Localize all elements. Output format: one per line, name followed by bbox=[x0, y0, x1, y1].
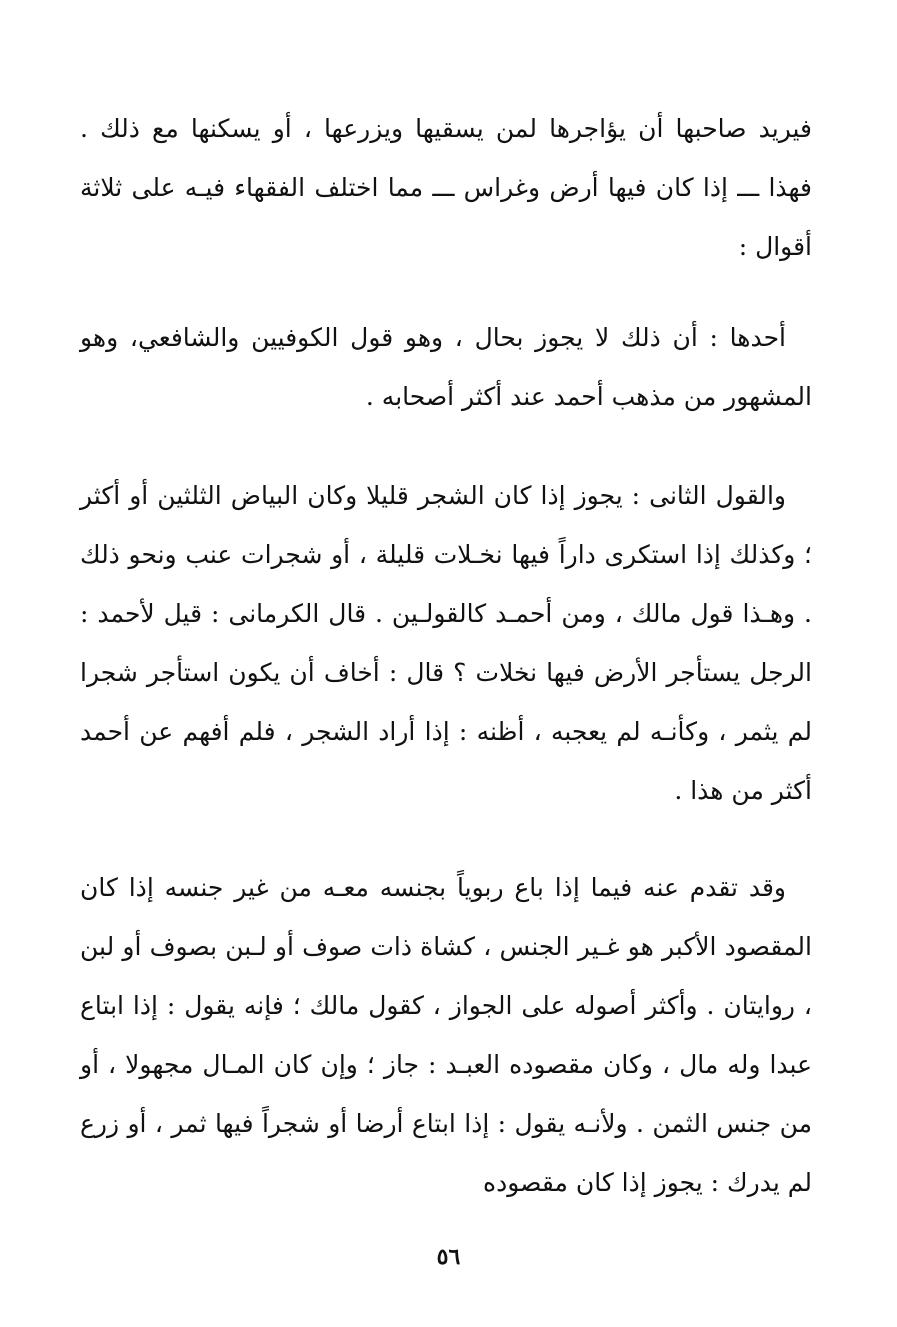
paragraph-text: فيريد صاحبها أن يؤاجرها لمن يسقيها ويزرعها ، أو يسكنها مع ذلك . فهذا ـــ إذا كان فيها أرض وغراس ـــ مما اختلف الفقهاء فيـه على ثلاثة أقوال : bbox=[80, 114, 812, 261]
page-number: ٥٦ bbox=[436, 1244, 461, 1270]
paragraph-intro bbox=[80, 99, 812, 276]
paragraph-earlier-discussion bbox=[80, 858, 812, 1212]
paragraph-first-opinion bbox=[80, 308, 812, 426]
paragraph-text: والقول الثانى : يجوز إذا كان الشجر قليلا وكان البياض الثلثين أو أكثر ؛ وكذلك إذا استكرى داراً فيها نخـلات قليلة ، أو شجرات عنب ونحو ذلك . وهـذا قول مالك ، ومن أحمـد كالقولـين . قال الكرمانى : قيل لأحمد : الرجل يستأجر الأرض فيها نخلات ؟ قال : أخاف أن يكون استأجر شجرا لم يثمر ، وكأنـه لم يعجبه ، أظنه : إذا أراد الشجر ، فلم أفهم عن أحمد أكثر من هذا . bbox=[80, 481, 812, 805]
paragraph-text: وقد تقدم عنه فيما إذا باع ربوياً بجنسه معـه من غير جنسه إذا كان المقصود الأكبر هو غـير الجنس ، كشاة ذات صوف أو لـبن بصوف أو لبن ، روايتان . وأكثر أصوله على الجواز ، كقول مالك ؛ فإنه يقول : إذا ابتاع عبدا وله مال ، وكان مقصوده العبـد : جاز ؛ وإن كان المـال مجهولا ، أو من جنس الثمن . ولأنـه يقول : إذا ابتاع أرضا أو شجراً فيها ثمر ، أو زرع لم يدرك : يجوز إذا كان مقصوده bbox=[80, 873, 812, 1197]
paragraph-second-opinion bbox=[80, 466, 812, 820]
paragraph-text: أحدها : أن ذلك لا يجوز بحال ، وهو قول الكوفيين والشافعي، وهو المشهور من مذهب أحمد عند أكثر أصحابه . bbox=[80, 323, 812, 411]
